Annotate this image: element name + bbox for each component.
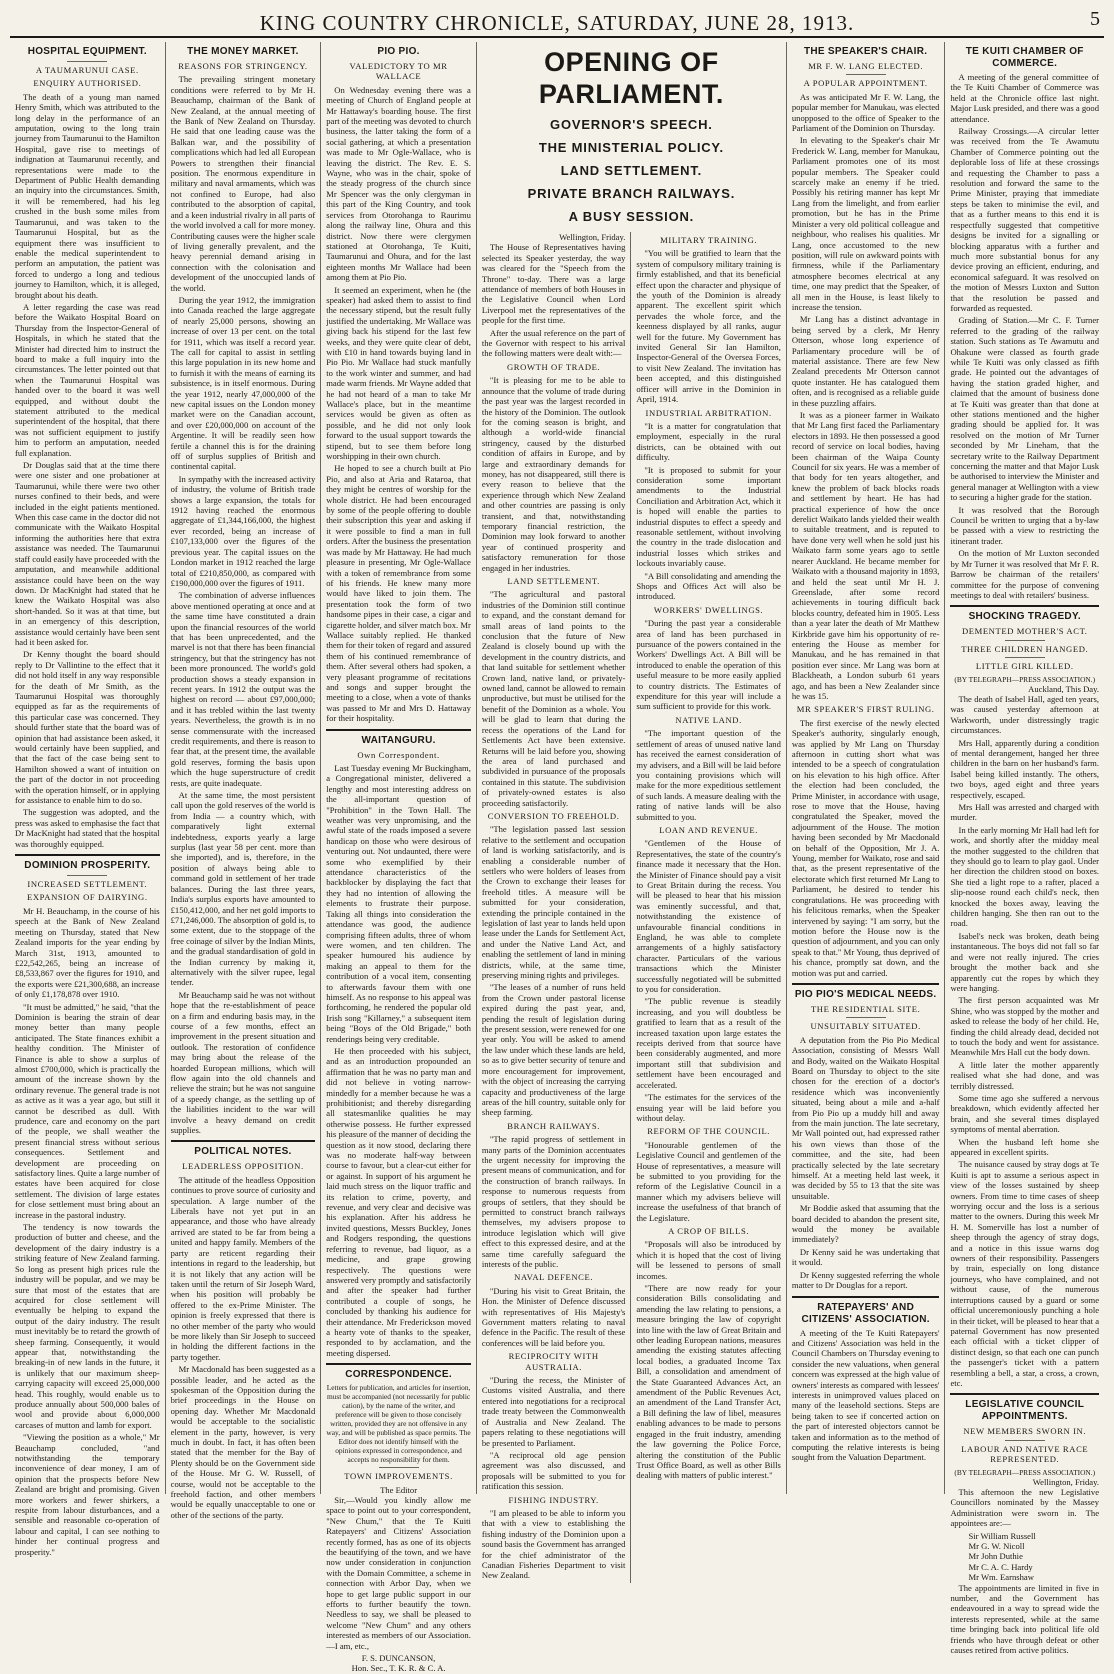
paragraph: "A Bill consolidating and amending the Shops and Offices Act will also be introduced. xyxy=(636,570,781,602)
paragraph: "Honourable gentlemen of the Legislative Council and gentlemen of the House of representatives, a measure will be submitted to you providing for the reform of the Legislative Council in a manner which my advisers believe will increase the usefulness of that branch of the Legislature. xyxy=(636,1139,781,1223)
article-subheading: UNSUITABLY SITUATED. xyxy=(810,1021,921,1032)
article-heading: PIO PIO. xyxy=(377,46,420,57)
section-rule xyxy=(950,1393,1099,1395)
column-4 xyxy=(482,232,632,1583)
column-5 xyxy=(631,232,781,1583)
paragraph: In the early morning Mr Hall had left for work, and shortly after the midday meal the mother suggested to the children that they should go to learn to play gaol. Under her direction the children stood on boxes. She tied a light rope to a rafter, placed a slip-noose round each child's neck, then knocked the boxes away, leaving the children hanging. She then ran out to the road. xyxy=(950,824,1100,929)
paragraph: "I am pleased to be able to inform you that with a view to establishing the fishing industry of the Dominion upon a sound basis the Government has arranged for the chief administrator of the Canadian Fisheries Department to visit New Zealand. xyxy=(481,1507,626,1581)
article-heading: TE KUITI CHAMBER OF COMMERCE. xyxy=(965,46,1084,69)
paragraph: "Viewing the position as a whole," Mr Beauchamp concluded, "and notwithstanding the temporary inconvenience of dear money, I am of opinion that the prospects before New Zealand are bright and promising. Given more workers and fewer shirkers, a respite from labour disturbances, and a sensible and reasonable co-operation of labour and capital, I can see nothing to hinder her continual progress and prosperity." xyxy=(15,1432,160,1557)
paragraph: Mr Beauchamp said he was not without hope that the re-establishment of peace on a firm and enduring basis may, in the course of a few months, effect an improvement in the present situation and outlook. The restoration of confidence may bring about the release of the hoarded European millions, which will flow again into the old channels and relieve the strain; but he was not sanguine of a speedy change, as the settling up of the liabilities incident to the war will involve a heavy demand on credit supplies. xyxy=(170,989,316,1136)
newspaper-title: KING COUNTRY CHRONICLE, SATURDAY, JUNE 28, 1913. xyxy=(259,11,855,35)
section-subheading: WORKERS' DWELLINGS. xyxy=(653,604,764,615)
paragraph: The attitude of the headless Opposition continues to prove source of curiosity and speculation. A large number of the Liberals have not yet put in an appearance, and those who have already arrived are stated to be far from being a united and happy family. Members of the party are reticent regarding their intentions in regard to the leadership, but it is not likely that any action will be taken until the return of Sir Joseph Ward, when his position will probably be offered to the ex-Prime Minister. The opinion is freely expressed that there is no other member of the party who would be more likely than Sir Joseph to succeed in holding the different factions in the party together. xyxy=(170,1174,316,1362)
paragraph: Some time ago she suffered a nervous breakdown, which evidently affected her brain, and she several times displayed symptoms of mental aberration. xyxy=(950,1092,1100,1135)
letter-signature-title: Hon. Sec., T. K. R. & C. A. xyxy=(351,1663,446,1674)
parliament-spread xyxy=(477,42,787,1581)
paragraph: Mr Lang has a distinct advantage in being served by a clerk, Mr Henry Otterson, whose long experience of Parliamentary procedure will be of material assistance. There are few New Zealand precedents Mr Otterson cannot quote instanter. He has catalogued them often, and is recognised as a reliable guide in these puzzling affairs. xyxy=(791,314,940,408)
section-subheading: CONVERSION TO FREEHOLD. xyxy=(487,810,620,821)
article-heading: WAITANGURU. xyxy=(361,734,436,746)
paragraph: Dr Kenny said he was undertaking that it would. xyxy=(791,1246,940,1268)
article-heading: THE SPEAKER'S CHAIR. xyxy=(803,46,928,57)
list-item: Mr C. A. C. Hardy xyxy=(968,1561,1033,1572)
article-subheading: EXPANSION OF DAIRYING. xyxy=(27,892,148,903)
columns xyxy=(10,42,1104,1674)
letter-signature: F. S. DUNCANSON, xyxy=(361,1653,436,1664)
paragraph: "It is a matter for congratulation that employment, especially in the rural districts, can be obtained with out difficulty. xyxy=(636,420,781,463)
paragraph: The tendency is now towards the production of butter and cheese, and the development of the dairy industry is a striking feature of New Zealand farming. So long as present high prices rule the industry will be popular, and we may be sure that most of the estates that are acquired for close settlement will eventually be helping to expand the output of the dairy industry. The result must inevitably be to retard the growth of sheep farming. Consequently, it would appear that, notwithstanding the breaking-in of new lands in the future, it is unlikely that our maximum sheep-carrying capacity will exceed 25,000,000 head. This roughly, would enable us to produce annually about 500,000 bales of wool and provide about 6,000,000 carcases of mutton and lamb for export. xyxy=(15,1222,160,1430)
paragraph: Mrs Hall, apparently during a condition of mental derangement, hanged her three children in the barn on her husband's farm. Isabel being killed instantly. The others, two boys, aged eight and three years respectively, escaped. xyxy=(950,737,1100,800)
paragraph: "Gentlemen of the House of Representatives, the state of the country's finance made it necessary that the Hon. the Minister of Finance should pay a visit to Great Britain during the recess. You will be pleased to hear that his mission was eminently successful, and that, notwithstanding the existence of unfavourable financial conditions in England, he was able to complete arrangements of a highly satisfactory character. Particulars of the various transactions which the Minister successfully negotiated will be submitted to you for consideration. xyxy=(636,838,781,995)
paragraph: Grading of Station.—Mr C. F. Turner referred to the grading of the railway station. Such stations as Te Awamutu and Ohakune were classed as fourth grade while Te Kuiti was only classed as fifth grade. He pointed out the advantages of having the station graded higher, and claimed that the amount of business done at Te Kuiti was greater than that done at other stations mentioned and the higher grading should be applied for. It was resolved on the motion of Mr Turner seconded by Mr Lineham, that the secretary write to the Railway Department concerning the matter and that Major Lusk be authorised to interview the Minister and general manager at Wellington with a view to securing a higher grade for the station. xyxy=(950,315,1100,503)
paragraph: "It must be admitted," he said, "that the Dominion is bearing the strain of dear money better than many people anticipated. The State finances exhibit a healthy condition. The Minister of Finance is able to show a surplus of almost £700,000, which is practically the amount of the increase shown by the ordinary revenue. The general trade is not as active as it was a year ago, but still it cannot be described as dull. With prudence, care and economy on the part of the people, we shall weather the present financial stress without serious consequences. Settlement and development are proceeding on satisfactory lines. Quite a large number of estates have been acquired for close settlement. The division of large estates for close settlement must bring about an increase in the pastoral industry. xyxy=(15,1001,160,1220)
article-heading: HOSPITAL EQUIPMENT. xyxy=(27,46,147,57)
headline-deck: THE MINISTERIAL POLICY. xyxy=(538,140,724,155)
section-rule xyxy=(15,854,160,856)
article-subheading: NEW MEMBERS SWORN IN. xyxy=(963,1426,1087,1437)
paragraph: Mrs Hall was arrested and charged with murder. xyxy=(950,802,1100,823)
paragraph: A meeting of the general committee of the Te Kuiti Chamber of Commerce was held at the Chronicle office last night. Major Lusk presided, and there was a good attendance. xyxy=(950,72,1100,124)
article-subheading: DEMENTED MOTHER'S ACT. xyxy=(961,626,1088,637)
section-subheading: INDUSTRIAL ARBITRATION. xyxy=(645,407,772,418)
paragraph: Isabel's neck was broken, death being instantaneous. The boys did not fall so far and were not really injured. The cries brought the mother back and she apparently cut the ropes by which they were hanging. xyxy=(950,930,1100,993)
headline-deck: LAND SETTLEMENT. xyxy=(560,163,703,178)
headline-deck: PRIVATE BRANCH RAILWAYS. xyxy=(527,186,736,201)
paragraph: Last Tuesday evening Mr Buckingham, a Congregational minister, delivered a lengthy and most interesting address on the all-important question of "Prohibition" in the Town Hall. The weather was very unpromising, and the awful state of the roads imposed a severe handicap on those who were desirous of venturing out. Not undaunted, there were some who exemplified by their attendance characteristics of the backblocker by displaying the fact that they had no intention of allowing the elements to frustrate their purpose. Taking all things into consideration the attendance was good, the audience comprising fifteen adults, three of whom were women, and ten children. The speaker humoured his audience by making an appeal to them for the contribution of a vocal item, consenting to afterwards favour them with one himself. As no response to his appeal was forthcoming, he rendered the popular old Irish song "Killarney," a subsequent item being "Boys of the Old Brigade," both renderings being very creditable. xyxy=(326,763,471,1044)
article-subheading: THREE CHILDREN HANGED. xyxy=(961,643,1089,654)
section-subheading: RECIPROCITY WITH AUSTRALIA. xyxy=(508,1351,599,1372)
paragraph: "During his visit to Great Britain, the Hon. the Minister of Defence discussed with representatives of His Majesty's Government matters relating to naval defence in the Pacific. The result of these conferences will be laid before you. xyxy=(481,1285,626,1348)
divider xyxy=(846,74,886,75)
paragraph: Sir,—Would you kindly allow me space to point out to your correspondent, "New Chum," that the Te Kuiti Ratepayers' and Citizens' Association recently formed, has as one of its objects the beautifying of the town, and we have now under consideration in conjunction with the Domain Committee, a scheme in connection with Arbor Day, when we hope to get large public support in our efforts to further beautify the town. Needless to say, we shall be pleased to welcome "New Chum" and any others interested as members of our Association.—I am, etc., xyxy=(326,1494,471,1651)
dateline: Auckland, This Day. xyxy=(1028,683,1100,694)
paragraph: A letter regarding the case was read before the Waikato Hospital Board on Thursday from the Inspector-General of Hospitals, in which he stated that the Minister had directed him to instruct the board to make a full inquiry into the circumstances. The letter pointed out that when the Taumarunui Hospital was handed over to the board it was well equipped, and without doubt the statement attributed to the medical superintendent of the hospital, that there was not sufficient equipment to justify him to perform an amputation, needed full explanation. xyxy=(15,301,160,458)
paragraph: At the same time, the most persistent call upon the gold reserves of the world is from India — a country which, with comparatively light external indebtedness, exports yearly a large surplus (last year 58 per cent. more than she imported), and is, therefore, in the position of always being able to command gold in settlement of her trade balances. During the last three years, India's surplus exports have amounted to £150,412,000, and her net gold imports to £71,246,000. The absorption of gold is, to some extent, due to the stoppage of the free coinage of silver by the Indian Mints, and the gradual standardisation of gold in the Indian currency by making it, alternatively with the silver rupee, legal tender. xyxy=(170,790,316,988)
section-subheading: LAND SETTLEMENT. xyxy=(507,576,600,586)
article-subheading: MR F. W. LANG ELECTED. xyxy=(808,61,924,71)
column-3 xyxy=(321,42,477,1674)
section-subheading: LOAN AND REVENUE. xyxy=(659,824,758,835)
list-item: Mr John Duthie xyxy=(968,1551,1023,1562)
section-rule xyxy=(792,983,940,985)
paragraph: A deputation from the Pio Pio Medical Association, consisting of Messrs Wall and Body, waited on the Waikato Hospital Board on Thursday to object to the site chosen for the erection of a doctor's residence which was inconveniently situated, being about a mile and a-half from Pio Pio up a muddy hill and away from the main junction. The late secretary, Mr Wall pointed out, had expressed rather his own views than those of the committee, and the site, had been practically selected by the late secretary himself. At a meeting held last week, it was decided by 55 to 13 that the site was unsuitable. xyxy=(791,1034,940,1201)
section-subheading: BRANCH RAILWAYS. xyxy=(507,1120,600,1131)
page-number: 5 xyxy=(1090,8,1100,30)
article-heading: THE MONEY MARKET. xyxy=(187,46,299,57)
divider xyxy=(1005,657,1045,658)
divider xyxy=(846,1017,886,1018)
paragraph: The death of Isabel Hall, aged ten years, was caused yesterday afternoon at Warkworth, under distressingly tragic circumstances. xyxy=(950,693,1100,736)
paragraph: "The rapid progress of settlement in many parts of the Dominion accentuates the urgent necessity for improving the present means of communication, and for the construction of branch railways. In response to numerous requests from groups of settlers, that they should be permitted to construct branch railways themselves, my advisers propose to introduce legislation which will give effect to this expressed desire, and at the same time carefully safeguard the interests of the public. xyxy=(481,1134,626,1269)
paragraph: During the year 1912, the immigration into Canada reached the large aggregate of nearly 25,000 persons, showing an increase of over 13 per cent. on the total for 1911, which was itself a record year. The call for capital to assist in settling this large population in its new home and to furnish it with the means of earning its subsistence, is in itself enormous. During the year 1912, nearly 47,000,000 of the new capital issues on the London money market were on the Canadian account, and over £20,000,000 on account of the Argentine. It will be readily seen how fertile a channel this is for the draining off of surplus supplies of British and continental capital. xyxy=(170,294,316,472)
paragraph: In elevating to the Speaker's chair Mr Frederick W. Lang, member for Manukau, Parliament promotes one of its most popular members. The Speaker could scarcely make an enemy if he tried. Possibly his retiring manner has kept Mr Lang from the limelight, and from earlier promotion, but he has in the Prime Minister a very old political colleague and neighbour, who realises his qualities. Mr Lang, once accustomed to the new position, will rule on awkward points with firmness, while if the Parliamentary atmosphere becomes electrical at any time, one may predict that the Speaker, of all men in the House, is least likely to increase the tension. xyxy=(791,135,940,312)
paragraph: "The leases of a number of runs held from the Crown under pastoral license expired during the past year, and, pending the result of legislation during the present session, were renewed for one year only. You will be asked to amend the law under which these lands are held, so as to give better security of tenure and more encouragement for improvement, with the object of increasing the carrying capacity and productiveness of the large areas of the hill country, suitable only for sheep farming. xyxy=(481,982,626,1118)
press-credit: (BY TELEGRAPH—PRESS ASSOCIATION.) xyxy=(954,674,1096,684)
column-2 xyxy=(166,42,322,1520)
section-rule xyxy=(171,1140,316,1142)
article-subheading: A POPULAR APPOINTMENT. xyxy=(803,78,928,89)
divider xyxy=(379,1467,419,1468)
paragraph: The prevailing stringent monetary conditions were referred to by Mr H. Beauchamp, chairman of the Bank of New Zealand, at the annual meeting of the Bank of New Zealand on Thursday. He said that one leading cause was the Balkan war, and the possibility of complications which had led all European Powers to strengthen their financial position. The enormous expenditure in military and naval armaments, which was not confined to Europe, had also contributed to the absorption of capital, and a keen industrial rivalry in all parts of the world involved a call for more money. Contributing causes were the higher scale of living generally prevalent, and the heavy perennial demand arising in connection with the colonisation and development of the unoccupied lands of the world. xyxy=(170,74,316,293)
paragraph: In sympathy with the increased activity of industry, the volume of British trade shows a large expansion, the totals for 1912 having reached the enormous aggregate of £1,344,166,000, the highest ever recorded, being an increase of £107,133,000 over the figures of the previous year. The capital issues on the London market in 1912 reached the large total of £210,850,000, as compared with £190,000,000 over the figures of 1911. xyxy=(170,473,316,588)
paragraph: This afternoon the new Legislative Councillors nominated by the Massey Administration were sworn in. The appointees are:— xyxy=(950,1486,1100,1529)
article-byline: Own Correspondent. xyxy=(357,749,440,760)
column-7 xyxy=(945,42,1104,1656)
section-rule xyxy=(792,1296,940,1298)
paragraph: He then proceeded with his subject, and as an introduction propounded an affirmation that he was no party man and did not believe in voting narrow-mindedly for a member because he was a prohibitionist; and thereby disregarding all statesmanlike qualities he may otherwise possess. He further expressed his pleasure of the manner of deciding the question as it now stood, declaring there was no moderate half-way between course to favour, but a clear-cut either for or against. In support of his argument he laid much stress on the liquor traffic and its relation to crime, poverty, and revenue, and very clear and decisive was his explanation. After his address he invited questions, Messrs Buckley, Jones and Rodgers responding, the questions referring to revenue, bad liquor, as a medicine, and grape growing respectively. The questions were answered very promptly and satisfactorily and after the speaker had further contributed a couple of songs, he concluded by thanking his audience for their attendance. Mr Frederickson moved a hearty vote of thanks to the speaker, responded to by acclamation, and the meeting dispersed. xyxy=(326,1045,471,1358)
section-subheading: REFORM OF THE COUNCIL. xyxy=(647,1126,771,1137)
paragraph: He hoped to see a church built at Pio Pio, and also at Aria and Rataroa, that they might be centres of worship for the whole district. He had been encouraged by some of the people offering to double their subscription this year and asking if it were possible to find a man in full orders. After the business the presentation was made by Mr Hattaway. He had much pleasure in presenting, Mr Ogle-Wallace with a token of remembrance from some of his friends. He knew many more would have liked to join them. The presentation took the form of two handsome pipes in their case, a cigar and cigarette holder, and silver match box. Mr Wallace suitably replied. He thanked them for their token of regard and assured them of his continued remembrance of them. After several others had spoken, a very pleasant programme of recitations and songs and supper brought the meeting to a close, when a vote of thanks was passed to Mr and Mrs D. Hattaway for their hospitality. xyxy=(326,463,471,724)
paragraph: "The agricultural and pastoral industries of the Dominion still continue to expand, and the constant demand for small areas of land points to the conclusion that the future of New Zealand is closely bound up with the development in the country districts, and that land suitable for settlement whether Crown land, native land, or privately-owned land, cannot be allowed to remain unproductive, but must be utilised for the benefit of the Dominion as a whole. You will be glad to learn that during the recess the operations of the Land for Settlements Act have been extensive. Returns will be laid before you, showing the area of land purchased and subdivided in pursuance of the proposals contained in this statute. The subdivision of privately-owned estates is also proceeding satisfactorily. xyxy=(481,589,626,808)
article-heading: LEGISLATIVE COUNCIL APPOINTMENTS. xyxy=(965,1399,1085,1423)
paragraph: "You will be gratified to learn that the system of compulsory military training is firmly established, and that its beneficial effect upon the character and physique of the youth of the Dominion is already apparent. The excellent spirit which pervades the whole force, and the keenness displayed by all ranks, augur well for the future. My Government has invited General Sir Ian Hamilton, Inspector-General of the Oversea Forces, to visit New Zealand. The invitation has been accepted, and this distinguished officer will arrive in the Dominion in April, 1914. xyxy=(636,248,781,405)
paragraph: A little later the mother apparently realised what she had done, and was terribly distressed. xyxy=(950,1059,1100,1091)
article-heading: POLITICAL NOTES. xyxy=(194,1146,292,1158)
letter-heading: TOWN IMPROVEMENTS. xyxy=(344,1471,453,1482)
paragraph: The suggestion was adopted, and the press was asked to emphasise the fact that Dr MacKnight had stated that the hospital was thoroughly equipped. xyxy=(15,807,160,849)
dateline: Wellington, Friday. xyxy=(559,232,626,242)
paragraph: Mr H. Beauchamp, in the course of his speech at the Bank of New Zealand meeting on Thursday, stated that New Zealand imports for the year ending by March 31st, 1913, amounted to £22,542,265, being an increase of £8,533,867 over the figures for 1910, and the exports were £21,300,688, an increase of only £1,178,878 over 1910. xyxy=(15,905,160,1000)
list-item: Mr G. W. Nicoll xyxy=(968,1541,1025,1551)
section-rule xyxy=(950,605,1099,607)
paragraph: When the husband left home she appeared in excellent spirits. xyxy=(950,1136,1100,1157)
masthead xyxy=(10,6,1104,38)
paragraph: "A reciprocal old age pension agreement was also discussed, and proposals will be submitted to you for ratification this session. xyxy=(481,1449,626,1492)
paragraph: The first person acquainted was Mr Shine, who was stopped by the mother and asked to release the body of her child. He, finding the child already dead, decided not to touch the body and went for assistance. Meanwhile Mrs Hall cut the body down. xyxy=(950,995,1100,1058)
paragraph: "The public revenue is steadily increasing, and you will doubtless be gratified to learn that as a result of the increased taxation upon large estates the receipts derived from that source have been considerably augmented, and more important still that subdivision and settlement have been encouraged and accelerated. xyxy=(636,996,781,1090)
article-heading: RATEPAYERS' AND CITIZENS' ASSOCIATION. xyxy=(801,1301,930,1325)
article-subheading: THE RESIDENTIAL SITE. xyxy=(810,1003,921,1014)
divider xyxy=(67,61,107,62)
section-subheading: GROWTH OF TRADE. xyxy=(507,361,601,372)
press-credit: (BY TELEGRAPH—PRESS ASSOCIATION.) xyxy=(954,1467,1096,1477)
article-heading: CORRESPONDENCE. xyxy=(345,1369,452,1381)
paragraph: A meeting of the Te Kuiti Ratepayers' and Citizens' Association was held in the Council Chambers on Thursday evening to consider the new valuations, when general concern was expressed at the high value of owners' interests as compared with lessees' interests in unimproved values placed on many of the leasehold sections. Steps are being taken to see if concerted action on the part of interested objectors cannot be taken and information as to the method of computing the relative interests is being sought from the Valuation Department. xyxy=(791,1327,940,1463)
letter-addressee: The Editor xyxy=(380,1484,418,1495)
member-list xyxy=(950,1531,1099,1583)
dateline: Wellington, Friday. xyxy=(1032,1476,1100,1487)
paragraph: "The important question of the settlement of areas of unused native land has received the earnest consideration of my advisers, and a Bill will be laid before you containing provisions which will make for the more expeditious settlement of such lands. A measure dealing with the rating of native lands will be also submitted to you. xyxy=(636,728,781,822)
paragraph: Dr Kenny suggested referring the whole matter to Dr Douglas for a report. xyxy=(791,1269,940,1291)
section-rule xyxy=(326,729,471,731)
section-subheading: NAVAL DEFENCE. xyxy=(514,1272,594,1283)
paragraph: On the motion of Mr Luxton seconded by Mr Turner it was resolved that Mr F. R. Barrow be chairman of the retailers' committee for the purpose of convening meetings to deal with retailers' business. xyxy=(950,548,1100,600)
paragraph: It seemed an experiment, when he (the speaker) had asked them to assist to find the necessary stipend, but the result fully justified the undertaking. Mr Wallace was giving back his stipend for the last few weeks, and they were quite clear of debt, with £10 in hand towards buying land in Pio Pio. Mr Wallace had stuck manfully to the work winter and summer, and had made warm friends. Mr Wayne added that he had not heard of a man to take Mr Wallace's place, but in the meantime services would be given as often as possible, and he did not only look forward to the usual support towards the stipend, but to see them before long worshipping in their own church. xyxy=(326,284,471,462)
section-subheading: NATIVE LAND. xyxy=(675,714,742,725)
paragraph: "Proposals will also be introduced by which it is hoped that the cost of living will be lessened to persons of small incomes. xyxy=(636,1239,781,1281)
paragraph: It was resolved that the Borough Council be written to urging that a by-law be passed with a view to restricting the itinerant trader. xyxy=(950,504,1100,546)
article-subheading: INCREASED SETTLEMENT. xyxy=(27,879,148,890)
article-subheading: LABOUR AND NATIVE RACE REPRESENTED. xyxy=(961,1443,1089,1465)
section-rule xyxy=(326,1363,471,1365)
article-subheading: REASONS FOR STRINGENCY. xyxy=(178,61,308,71)
paragraph: After the usual reference on the part of the Governor with respect to his arrival the following matters were dealt with:— xyxy=(481,327,626,359)
list-item: Sir William Russell xyxy=(968,1530,1036,1541)
editor-notice: Letters for publication, and articles for insertion, must be accompanied (not necessarily for public cation), by the name of the writer, and preference will be given to those concisely written, provided they are not offensive in any way, and will be published as space permits. The Editor does not identify himself with the opinions expressed in correspondence, and accepts no responsibility for them. xyxy=(326,1383,471,1465)
article-subheading: LITTLE GIRL KILLED. xyxy=(975,661,1074,672)
paragraph: On Wednesday evening there was a meeting of Church of England people at Mr Hattaway's boarding house. The first part of the meeting was devoted to church business, the latter taking the form of a social gathering, at which a presentation was made to Mr Ogle-Wallace, who is leaving the district. The Rev. E. S. Wayne, who was in the chair, spoke of the steady progress of the church since Mr Spencer was the only clergyman in this part of the King Country, and took services from Otorohanga to Raurimu along the railway line, Ohura and this district. Now there were clergymen stationed at Otorohanga, Te Kuiti, Taumarunui and Ohura, and for the last eighteen months Mr Wallace had been among them at Pio Pio. xyxy=(326,84,471,283)
paragraph: "The estimates for the services of the ensuing year will be laid before you without delay. xyxy=(636,1092,781,1123)
paragraph: "There are now ready for your consideration Bills consolidating and amending the law relating to pensions, a measure bringing the law of copyright into line with the law of Great Britain and other leading European nations, measures amending the existing statutes affecting local bodies, a graduated Income Tax Bill, a consolidation and amendment of the State Guaranteed Advances Act, an amendment of the Public Revenues Act, an amendment of the Land Transfer Act, a Bill defining the law of libel, measures enabling advances to be made to persons engaged in the fruit industry, amending the law governing the Police Force, altering the constitution of the Public Trust Office Board, as well as other Bills dealing with matters of public interest." xyxy=(636,1283,781,1481)
paragraph: As was anticipated Mr F. W. Lang, the popular member for Manukau, was elected unopposed to the office of Speaker to the Parliament of the Dominion on Thursday. xyxy=(791,91,940,134)
paragraph: The combination of adverse influences above mentioned operating at once and at the same time have constituted a drain upon the financial resources of the world that has been unprecedented, and the marvel is not that there has been financial stringency, but that the stringency has not been more pronounced. The world's gold production shows a steady expansion in recent years. In 1912 the output was the highest on record — about £97,000,000; and it has trebled within the last twenty years. Nevertheless, the growth is in no sense commensurate with the increased credit requirements, and there is reason to fear that, at the present time, the available gold reserves, forming the basis upon which the huge superstructure of credit rests, are quite inadequate. xyxy=(170,590,316,788)
section-subheading: MILITARY TRAINING. xyxy=(660,235,758,245)
paragraph: The nuisance caused by stray dogs at Te Kuiti is apt to assume a serious aspect in view of the losses sustained by sheep owners. From time to time cases of sheep worrying occur and the loss is a serious matter to the owners. During this week Mr H. M. Somerville has lost a number of sheep through the agency of stray dogs, and a notice in this issue warns dog owners of their responsibility. Passengers by train, especially on long distance journeys, who have complained, and not without cause, of the numerous interruptions caused by a guard or some official unceremoniously punching a hole in their ticket, will be pleased to hear that a paternal Government has now presented each official with a ticket clipper of distinct design, so that each one can punch the passenger's ticket with a pattern resembling a bell, a star, a cross, a crown, etc. xyxy=(950,1159,1100,1388)
paragraph: The appointments are limited in five in number, and the Government has endeavoured in a way to spread wide the interests represented, while at the same time bringing back into political life old friends who have through defeat or other causes retired from active politics. xyxy=(950,1582,1100,1656)
paragraph: "During the past year a considerable area of land has been purchased in pursuance of the powers contained in the Workers' Dwellings Act. A Bill will be introduced to enable the operation of this useful measure to be more easily applied to country districts. The Estimates of expenditure for this year will include a sum sufficient to provide for this work. xyxy=(636,618,781,712)
column-1 xyxy=(10,42,166,1557)
column-6 xyxy=(787,42,946,1494)
section-subheading: A CROP OF BILLS. xyxy=(668,1225,750,1236)
article-subheading: ENQUIRY AUTHORISED. xyxy=(33,78,142,89)
paragraph: "It is pleasing for me to be able to announce that the volume of trade during the past year was the largest recorded in the history of the Dominion. The outlook for the coming season is bright, and although a world-wide financial stringency, caused by the disturbed condition of affairs in Europe, and by large and extraordinary demands for money, has not disappeared, still there is every reason to believe that the experience through which New Zealand and other countries are passing is only transient, and that, notwithstanding temporary financial restriction, the Dominion may look forward to another year of continued prosperity and satisfactory remuneration for those engaged in her industries. xyxy=(481,375,626,573)
headline-deck: A BUSY SESSION. xyxy=(568,209,695,224)
paragraph: The first exercise of the newly elected Speaker's authority, singularly enough, was applied by Mr Lang on Thursday afternoon in cutting short what was intended to be a speech of congratulation on his elevation to his high office. After the election had been concluded, the Prime Minister, in accordance with usage, rose to move that the House, having congratulated the Speaker, moved the adjournment of the House. The motion having been seconded by Mr Macdonald on behalf of the Opposition, Mr J. A. Young, member for Waikato, rose and said that, as the present representative of the electorate which first returned Mr Lang to Parliament, he desired to tender his congratulations. He was proceeding with his felicitous remarks, when the Speaker intervened by saying: "I am sorry, but the motion before the House now is the question of adjournment, and you can only speak to that." Mr Young, thus deprived of his chance, promptly sat down, and the motion was put and carried. xyxy=(791,717,940,978)
article-heading: SHOCKING TRAGEDY. xyxy=(968,611,1081,623)
article-heading: DOMINION PROSPERITY. xyxy=(24,860,151,872)
divider xyxy=(1005,1440,1045,1441)
article-subheading: LEADERLESS OPPOSITION. xyxy=(182,1161,304,1172)
paragraph: "During the recess, the Minister of Customs visited Australia, and there entered into negotiations for a reciprocal trade treaty between the Commonwealth of Australia and New Zealand. The papers relating to these negotiations will be presented to Parliament. xyxy=(481,1375,626,1448)
paragraph: The House of Representatives having selected its Speaker yesterday, the way was cleared for the "Speech from the Throne" to-day. There was a large attendance of members of both Houses in the Legislative Council when Lord Liverpool met the representatives of the people for the first time. xyxy=(481,242,626,326)
spread-columns xyxy=(482,232,781,1583)
paragraph: "It is proposed to submit for your consideration some important amendments to the Industrial Conciliation and Arbitration Act, which it is hoped will enable the parties to industrial disputes to effect a speedy and reasonable settlement, without involving the country in the trade dislocation and industrial losses which strikes and lockouts invariably cause. xyxy=(636,464,781,569)
divider xyxy=(1005,640,1045,641)
list-item: Mr Wm. Earnshaw xyxy=(968,1572,1034,1583)
paragraph: Railway Crossings.—A circular letter was received from the Te Awamutu Chamber of Commerce pointing out the deplorable loss of life at these crossings and requesting the Chamber to pass a resolution and forward the same to the Prime Minister, praying that immediate steps be taken to minimise the evil, and that as a further means to this end it is respectfully suggested that competitive designs be invited for a signalling or blocking apparatus with a further and much more substantial bonus for any device proving an efficient, enduring, and economical safeguard. It was resolved on the motion of Messrs Luxton and Sutton that the resolution be passed and forwarded as requested. xyxy=(950,126,1100,313)
paragraph: Dr Douglas said that at the time there were one sister and one probationer at Taumarunui, while there were two other nurses confined to their beds, and were included in the eight patients mentioned. When this case came in the doctor did not communicate with the Waikato Hospital informing the authorities here that extra assistance was needed. The Taumarunui staff could easily have proceeded with the amputation, and meanwhile additional assistance could have been on the way down. Dr MacKnight had stated that he knew the Waikato Hospital was also short-handed. So it was at that time, but in an emergency of this description, assistance would certainly have been sent had it been asked for. xyxy=(15,460,160,647)
article-subheading: A TAUMARUNUI CASE. xyxy=(35,65,139,75)
article-heading: PIO PIO'S MEDICAL NEEDS. xyxy=(794,988,937,1000)
paragraph: It was as a pioneer farmer in Waikato that Mr Lang first faced the Parliamentary electors in 1893. He then possessed a good record of service on local bodies, having been chairman of the Waipa County Council for six years. He was a member of that body for ten years altogether, and knew the problem of back blocks roads and settlement by heart. He has had practical experience of how the once derelict Waikato lands yielded their wealth to suitable treatment, and is reputed to have done very well when he sold just his Waikato farm some years ago to settle nearer Auckland. He became member for Waikato with a thousand majority in 1893, and held the seat until Mr H. J. Greenslade, after some record achievements in touring difficult back blocks country, defeated him in 1905. Less than a year later the death of Mr Matthew Kirkbride gave him his opportunity of re-entering the House as member for Manukau, and he has remained in that position ever since. Mr Lang was born at Blackheath, a London suburb 61 years ago, and has been a New Zealander since he was 15. xyxy=(791,410,940,701)
divider xyxy=(67,875,107,876)
paragraph: Mr Boddie asked that assuming that the board decided to abandon the present site, would the money be available immediately? xyxy=(791,1203,940,1245)
paragraph: The death of a young man named Henry Smith, which was attributed to the long delay in the performance of an amputation, owing to the long train journey from Taumarunui to the Hamilton Hospital, gave rise to meetings of indignation at Taumarunui recently, and representations were made to the Department of Public Health demanding an inquiry into the circumstances. Smith, it will be remembered, had his leg crushed in the bush some miles from Taumarunui, and was taken to the Taumarunui Hospital, but as the equipment there was insufficient to enable the medical superintendent to perform an amputation, the patient was forced to undergo a long and tedious journey to Hamilton, which, it is alleged, brought about his death. xyxy=(15,91,160,300)
main-headline: OPENING OF PARLIAMENT. xyxy=(538,47,724,109)
headline-deck: GOVERNOR'S SPEECH. xyxy=(550,117,713,132)
article-subheading: VALEDICTORY TO MR WALLACE xyxy=(349,61,448,82)
section-subheading: FISHING INDUSTRY. xyxy=(508,1494,599,1505)
paragraph: Dr Kenny thought the board should reply to Dr Vallintine to the effect that it did not hold itself in any way responsible for the death of Mr Smith, as the Taumarunui Hospital was thoroughly equipped as far as the requirements of this particular case was concerned. They should further state that the board was of opinion that had assistance been asked, it would certainly have been supplied, and that the fact of the case being sent to Hamilton showed a want of intuition on the part of the doctor in not proceeding with the operation himself, or in applying for assistance to enable him to do so. xyxy=(15,649,160,806)
article-subheading: MR SPEAKER'S FIRST RULING. xyxy=(796,704,935,715)
paragraph: Mr Macdonald has been suggested as a possible leader, and he acted as the spokesman of the Opposition during the brief proceedings in the House on opening day. Whether Mr Macdonald would be acceptable to the socialistic element in the party, however, is very much in doubt. In fact, it has often been stated that the member for the Bay of Plenty should be on the Government side of the House. Mr G. W. Russell, of course, would not be acceptable to the freehold faction, and other members would be equally unacceptable to one or other of the sections of the party. xyxy=(170,1364,316,1520)
paragraph: "The legislation passed last session relative to the settlement and occupation of land is working satisfactorily, and is enabling a considerable number of settlers who were holders of leases from the Crown to exchange their leases for freehold titles. A measure will be submitted for your consideration, extending the principle contained in the legislation of last year to lands held upon lease under the Lands for Settlement Act, and under the Native Land Act, and enabling the settlement of land in mining districts, while, at the same time, preserving mining rights and privileges. xyxy=(481,824,626,981)
